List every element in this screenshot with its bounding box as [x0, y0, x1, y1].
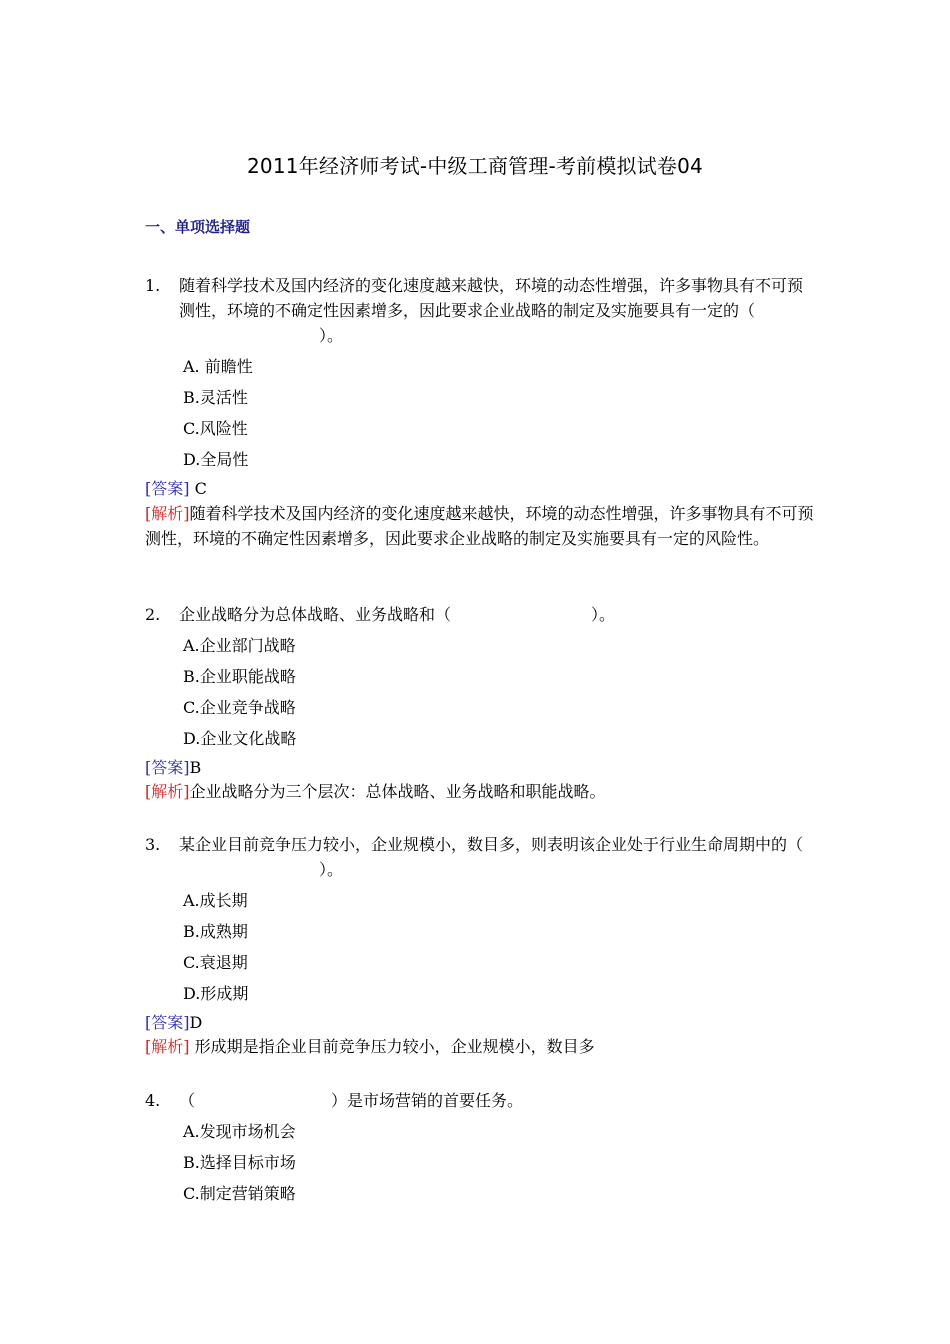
analysis-line — [145, 780, 815, 804]
question-text: 某企业目前竞争压力较小，企业规模小，数目多，则表明该企业处于行业生命周期中的（）。 — [179, 835, 804, 879]
answer-value: D — [189, 1013, 203, 1032]
question-number: 1. — [145, 276, 161, 295]
analysis-tag: [解析] — [145, 1037, 190, 1056]
question-number: 3. — [145, 835, 161, 854]
option-a: A.成长期 — [183, 891, 248, 910]
question-text: （ ）是市场营销的首要任务。 — [179, 1091, 524, 1110]
analysis-tag: [解析] — [145, 782, 190, 801]
answer-line — [145, 1011, 815, 1035]
option-list — [145, 351, 815, 475]
option-d: D.全局性 — [183, 450, 249, 469]
analysis-text: 随着科学技术及国内经济的变化速度越来越快，环境的动态性增强，许多事物具有不可预测性，环境的不确定性因素增多，因此要求企业战略的制定及实施要具有一定的风险性。 — [145, 504, 814, 548]
option-a: A.企业部门战略 — [183, 636, 296, 655]
option-c: C.衰退期 — [183, 953, 248, 972]
analysis-text: 企业战略分为三个层次：总体战略、业务战略和职能战略。 — [189, 782, 606, 801]
question-number: 4. — [145, 1091, 161, 1110]
answer-tag: [答案] — [145, 479, 190, 498]
option-b: B.企业职能战略 — [183, 667, 296, 686]
section-heading: 一、单项选择题 — [145, 218, 251, 236]
option-list — [145, 1116, 815, 1209]
question-1 — [145, 273, 815, 551]
option-b: B.成熟期 — [183, 922, 248, 941]
question-text: 企业战略分为总体战略、业务战略和（ ）。 — [179, 605, 616, 624]
option-c: C.企业竞争战略 — [183, 698, 296, 717]
option-d: D.形成期 — [183, 984, 249, 1003]
option-a: A. 前瞻性 — [183, 357, 253, 376]
option-list — [145, 885, 815, 1009]
document-title: 2011年经济师考试-中级工商管理-考前模拟试卷04 — [247, 154, 703, 178]
answer-value: B — [189, 758, 202, 777]
analysis-line — [145, 1035, 815, 1059]
question-text: 随着科学技术及国内经济的变化速度越来越快，环境的动态性增强，许多事物具有不可预测性，环境的不确定性因素增多，因此要求企业战略的制定及实施要具有一定的（）。 — [179, 276, 804, 345]
answer-line — [145, 756, 815, 780]
analysis-text: 形成期是指企业目前竞争压力较小，企业规模小，数目多 — [189, 1037, 595, 1056]
question-2 — [145, 602, 815, 804]
question-number: 2. — [145, 605, 161, 624]
answer-line — [145, 477, 815, 501]
answer-tag: [答案] — [145, 1013, 190, 1032]
option-b: B.选择目标市场 — [183, 1153, 296, 1172]
answer-tag: [答案] — [145, 758, 190, 777]
question-4 — [145, 1088, 815, 1209]
analysis-line — [145, 501, 815, 551]
option-list — [145, 630, 815, 754]
option-d: D.企业文化战略 — [183, 729, 297, 748]
option-b: B.灵活性 — [183, 388, 248, 407]
answer-value: C — [189, 479, 207, 498]
analysis-tag: [解析] — [145, 504, 190, 523]
option-a: A.发现市场机会 — [183, 1122, 296, 1141]
option-c: C.制定营销策略 — [183, 1184, 296, 1203]
question-3 — [145, 832, 815, 1059]
option-c: C.风险性 — [183, 419, 248, 438]
